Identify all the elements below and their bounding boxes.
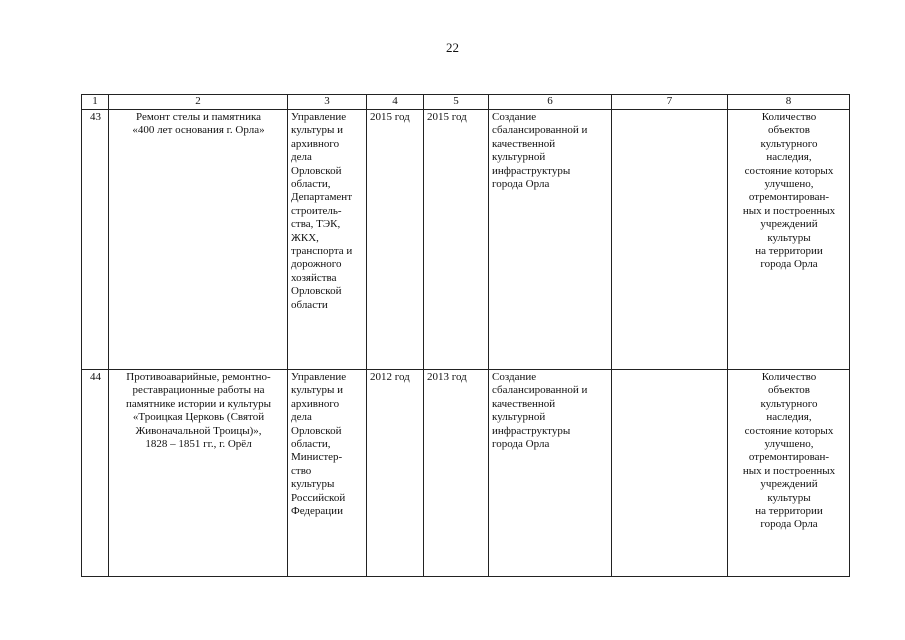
table-row [82, 110, 850, 370]
column-header-7: 7 [612, 95, 728, 110]
column-header-8: 8 [728, 95, 850, 110]
page-number: 22 [446, 40, 459, 55]
column-header-6: 6 [489, 95, 612, 110]
row-number: 43 [82, 110, 109, 370]
indicator: Количество объектов культурного наследия, состояние которых улучшено, отремонтирован- ных и построенных учреждений культуры на территории города Орла [728, 370, 850, 577]
program-table [81, 94, 850, 577]
column-header-5: 5 [424, 95, 489, 110]
goal: Создание сбалансированной и качественной культурной инфраструктуры города Орла [489, 110, 612, 370]
event-name: Противоаварийные, ремонтно- реставрационные работы на памятнике истории и культуры «Троицкая Церковь (Святой Живоначальной Троицы)», 1828 – 1851 гг., г. Орёл [109, 370, 288, 577]
end-year: 2015 год [424, 110, 489, 370]
goal: Создание сбалансированной и качественной культурной инфраструктуры города Орла [489, 370, 612, 577]
executor: Управление культуры и архивного дела Орловской области, Министер- ство культуры Российской Федерации [288, 370, 367, 577]
table-row [82, 370, 850, 577]
column-header-2: 2 [109, 95, 288, 110]
column-7-cell [612, 110, 728, 370]
end-year: 2013 год [424, 370, 489, 577]
start-year: 2012 год [367, 370, 424, 577]
header-row [82, 95, 850, 110]
column-7-cell [612, 370, 728, 577]
executor: Управление культуры и архивного дела Орловской области, Департамент строитель- ства, ТЭК, ЖКХ, транспорта и дорожного хозяйства Орловской области [288, 110, 367, 370]
indicator: Количество объектов культурного наследия, состояние которых улучшено, отремонтирован- ных и построенных учреждений культуры на территории города Орла [728, 110, 850, 370]
row-number: 44 [82, 370, 109, 577]
column-header-1: 1 [82, 95, 109, 110]
column-header-4: 4 [367, 95, 424, 110]
event-name: Ремонт стелы и памятника «400 лет основания г. Орла» [109, 110, 288, 370]
start-year: 2015 год [367, 110, 424, 370]
column-header-3: 3 [288, 95, 367, 110]
